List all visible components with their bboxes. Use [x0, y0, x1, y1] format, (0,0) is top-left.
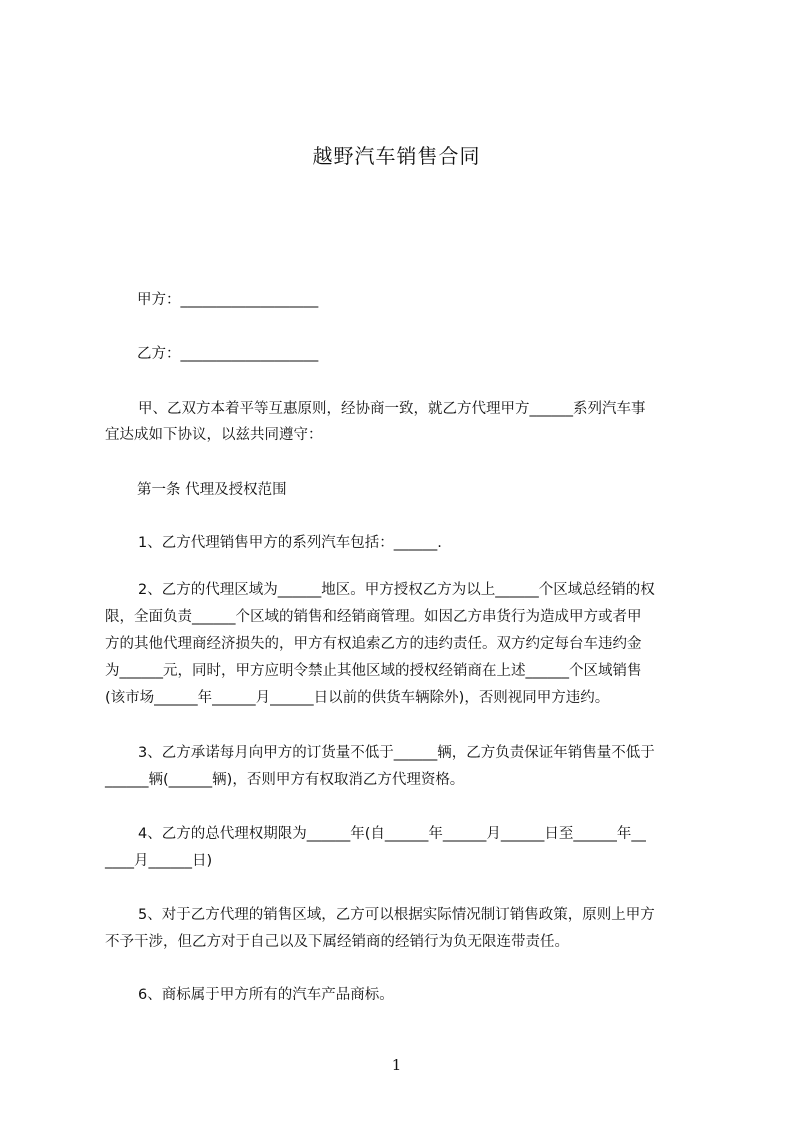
clause-4-line-2: ____月______日): [105, 853, 213, 869]
page-title: 越野汽车销售合同: [312, 144, 481, 168]
clause-4-line-1: 4、乙方的总代理权期限为______年(自______年______月______日至______年__: [138, 826, 646, 842]
intro-line-2: 宜达成如下协议，以兹共同遵守：: [105, 427, 323, 443]
clause-2-line-4: 为______元，同时，甲方应明令禁止其他区域的授权经销商在上述______个区域销售: [105, 663, 642, 679]
clause-2-line-3: 方的其他代理商经济损失的，甲方有权追索乙方的违约责任。双方约定每台车违约金: [105, 636, 642, 652]
intro-line-1: 甲、乙双方本着平等互惠原则，经协商一致，就乙方代理甲方______系列汽车事: [138, 401, 646, 417]
party-b-line: 乙方：___________________: [137, 346, 319, 362]
clause-2-line-1: 2、乙方的代理区域为______地区。甲方授权乙方为以上______个区域总经销的权: [138, 582, 655, 598]
party-a-line: 甲方：___________________: [137, 292, 319, 308]
page-number: 1: [391, 1056, 402, 1074]
clause-5-line-2: 不予干涉，但乙方对于自己以及下属经销商的经销行为负无限连带责任。: [105, 934, 569, 950]
clause-6: 6、商标属于甲方所有的汽车产品商标。: [138, 987, 394, 1003]
clause-2-line-5: (该市场______年______月______日以前的供货车辆除外)，否则视同甲方违约。: [105, 690, 610, 706]
clause-2-line-2: 限，全面负责______个区域的销售和经销商管理。如因乙方串货行为造成甲方或者甲: [105, 609, 642, 625]
clause-1: 1、乙方代理销售甲方的系列汽车包括：______.: [138, 535, 442, 551]
article-1-heading: 第一条 代理及授权范围: [137, 482, 287, 498]
clause-3-line-2: ______辆(______辆)，否则甲方有权取消乙方代理资格。: [105, 772, 465, 788]
clause-3-line-1: 3、乙方承诺每月向甲方的订货量不低于______辆，乙方负责保证年销售量不低于: [138, 745, 655, 761]
clause-5-line-1: 5、对于乙方代理的销售区域，乙方可以根据实际情况制订销售政策，原则上甲方: [138, 907, 655, 923]
